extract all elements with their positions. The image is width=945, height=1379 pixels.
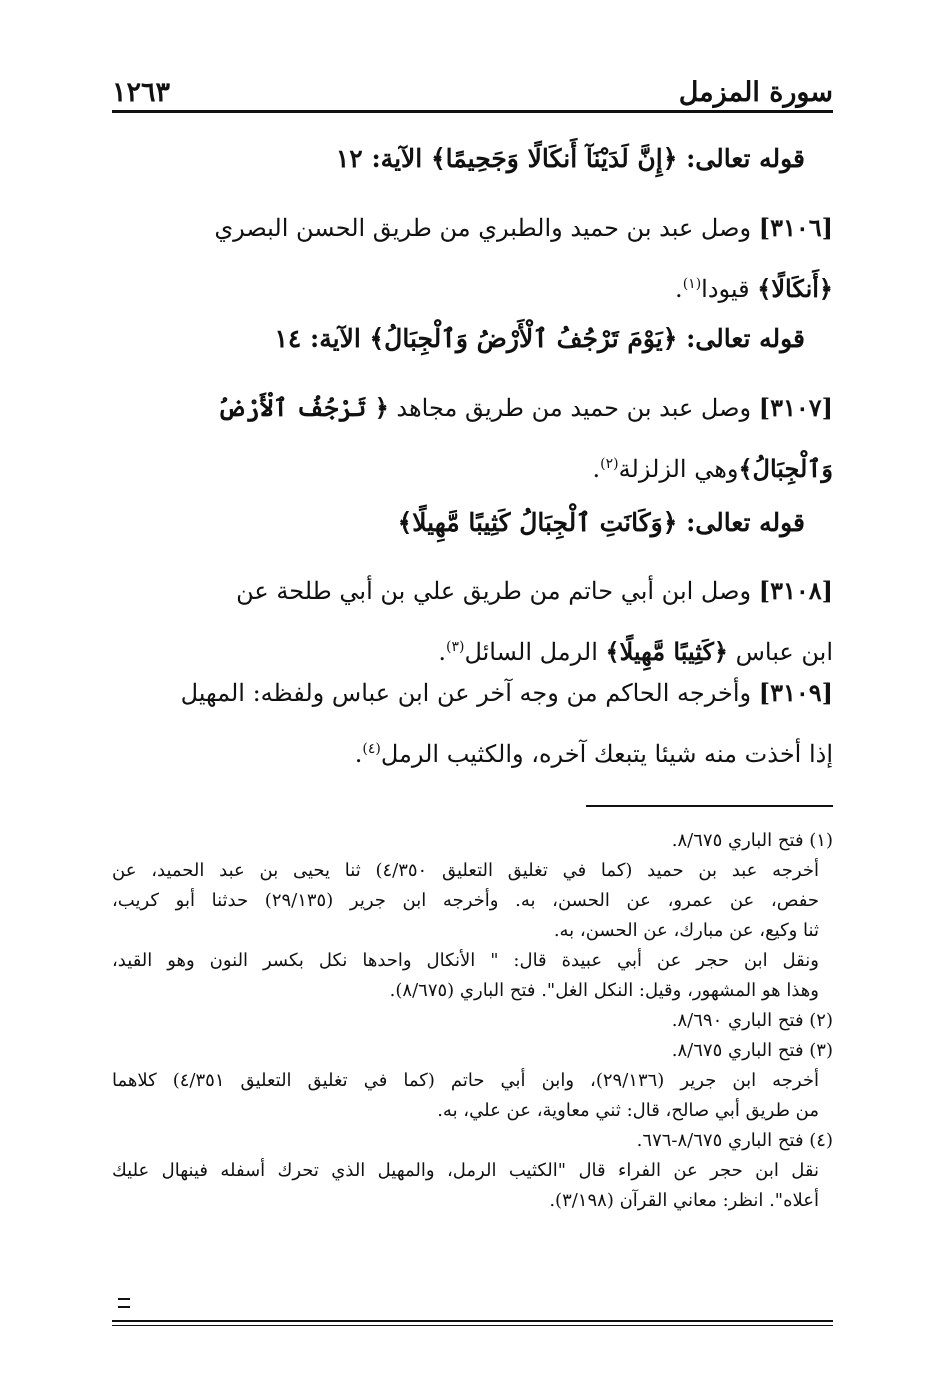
footnotes (112, 826, 833, 1216)
hadith-3108 (112, 563, 833, 680)
hadith-text: الرمل السائل (464, 638, 606, 666)
heading-prefix: قوله تعالى: (677, 324, 805, 353)
heading-quran: ﴿إِنَّ لَدَيْنَآ أَنكَالًا وَجَحِيمًا﴾ (430, 144, 678, 173)
footnote-line: (٣) فتح الباري ٨/٦٧٥. (671, 1040, 833, 1061)
hadith-number: [٣١٠٩] (758, 678, 833, 707)
hadith-line (112, 665, 833, 721)
hadith-3106 (112, 200, 833, 317)
hadith-text: وصل عبد بن حميد والطبري من طريق الحسن البصري (214, 214, 752, 242)
footnote-ref: (٤) (362, 741, 381, 757)
heading-quran: ﴿يَوْمَ تَرْجُفُ ٱلْأَرْضُ وَٱلْجِبَالُ﴾ (369, 324, 678, 353)
hadith-line (112, 721, 833, 782)
period: . (438, 638, 446, 666)
heading-prefix: قوله تعالى: (677, 508, 805, 537)
footnote-line: وهذا هو المشهور، وقيل: النكل الغل". فتح الباري (٨/٦٧٥). (389, 980, 819, 1001)
footnote-line: أخرجه عبد بن حميد (كما في تغليق التعليق ٤/٣٥٠) ثنا يحيى بن عبد الحميد، عن (112, 860, 819, 881)
verse-heading-14 (112, 324, 805, 353)
quran-quote: وَٱلْجِبَالُ﴾ (738, 454, 833, 483)
footnote-line: أخرجه ابن جرير (٢٩/١٣٦)، وابن أبي حاتم (كما في تغليق التعليق ٤/٣٥١) كلاهما (112, 1070, 819, 1091)
hadith-line (112, 256, 833, 317)
footnote-ref: (٣) (445, 639, 465, 655)
footnote-ref: (١) (682, 276, 702, 292)
footnote-line: ونقل ابن حجر عن أبي عبيدة قال: " الأنكال واحدها نكل بكسر النون وهو القيد، (112, 950, 819, 971)
footnote-line: حفص، عن عمرو، عن الحسن، به. وأخرجه ابن جرير (٢٩/١٣٥) حدثنا أبو كريب، (112, 890, 820, 911)
footnote-separator (586, 805, 833, 807)
hadith-text: وأخرجه الحاكم من وجه آخر عن ابن عباس ولفظه: المهيل (180, 679, 752, 707)
verse-heading-12 (112, 144, 805, 173)
hadith-line (112, 380, 833, 436)
footnote-line: (٢) فتح الباري ٨/٦٩٠. (671, 1010, 833, 1031)
heading-suffix: الآية: ١٢ (335, 144, 431, 173)
period: . (354, 740, 363, 768)
hadith-text: وهي الزلزلة (618, 455, 739, 483)
footnote-ref: (٢) (600, 456, 619, 472)
page-header (112, 62, 833, 113)
footnote-line: أعلاه". انظر: معاني القرآن (٣/١٩٨). (549, 1190, 819, 1211)
footnote-line: ثنا وكيع، عن مبارك، عن الحسن، به. (553, 920, 819, 941)
footnote-line: (٤) فتح الباري ٨/٦٧٥-٦٧٦. (636, 1130, 833, 1151)
hadith-line (112, 436, 833, 497)
page-number: ١٢٦٣ (112, 77, 171, 108)
hadith-text: ابن عباس (727, 638, 833, 666)
hadith-3109 (112, 665, 833, 782)
hadith-number: [٣١٠٦] (758, 213, 833, 242)
end-mark (118, 1298, 130, 1308)
hadith-line (112, 200, 833, 256)
hadith-number: [٣١٠٨] (758, 576, 833, 605)
hadith-text: قيودا (701, 275, 758, 303)
hadith-line (112, 563, 833, 619)
hadith-text: وصل عبد بن حميد من طريق مجاهد (396, 394, 752, 422)
hadith-text: إذا أخذت منه شيئا يتبعك آخره، والكثيب الرمل (380, 740, 833, 768)
hadith-text: وصل ابن أبي حاتم من طريق علي بن أبي طلحة عن (236, 577, 752, 605)
heading-quran: ﴿وَكَانَتِ ٱلْجِبَالُ كَثِيبًا مَّهِيلًا﴾ (397, 508, 678, 537)
heading-suffix: الآية: ١٤ (274, 324, 370, 353)
footnote-line: نقل ابن حجر عن الفراء قال "الكثيب الرمل، والمهيل الذي تحرك أسفله فينهال عليك (112, 1160, 819, 1181)
hadith-3107 (112, 380, 833, 497)
quran-quote: ﴿ تَرْجُفُ ٱلْأَرْضُ (217, 393, 389, 422)
period: . (592, 455, 601, 483)
hadith-number: [٣١٠٧] (758, 393, 833, 422)
quran-quote: ﴿كَثِيبًا مَّهِيلًا﴾ (605, 637, 728, 666)
heading-prefix: قوله تعالى: (677, 144, 805, 173)
period: . (675, 275, 683, 303)
footnote-line: (١) فتح الباري ٨/٦٧٥. (671, 830, 833, 851)
verse-heading-mahila (112, 508, 805, 537)
quran-quote: ﴿أَنكَالًا﴾ (757, 274, 833, 303)
bottom-rule (112, 1320, 833, 1326)
footnote-line: من طريق أبي صالح، قال: ثني معاوية، عن علي، به. (437, 1100, 819, 1121)
surah-title: سورة المزمل (678, 77, 833, 108)
